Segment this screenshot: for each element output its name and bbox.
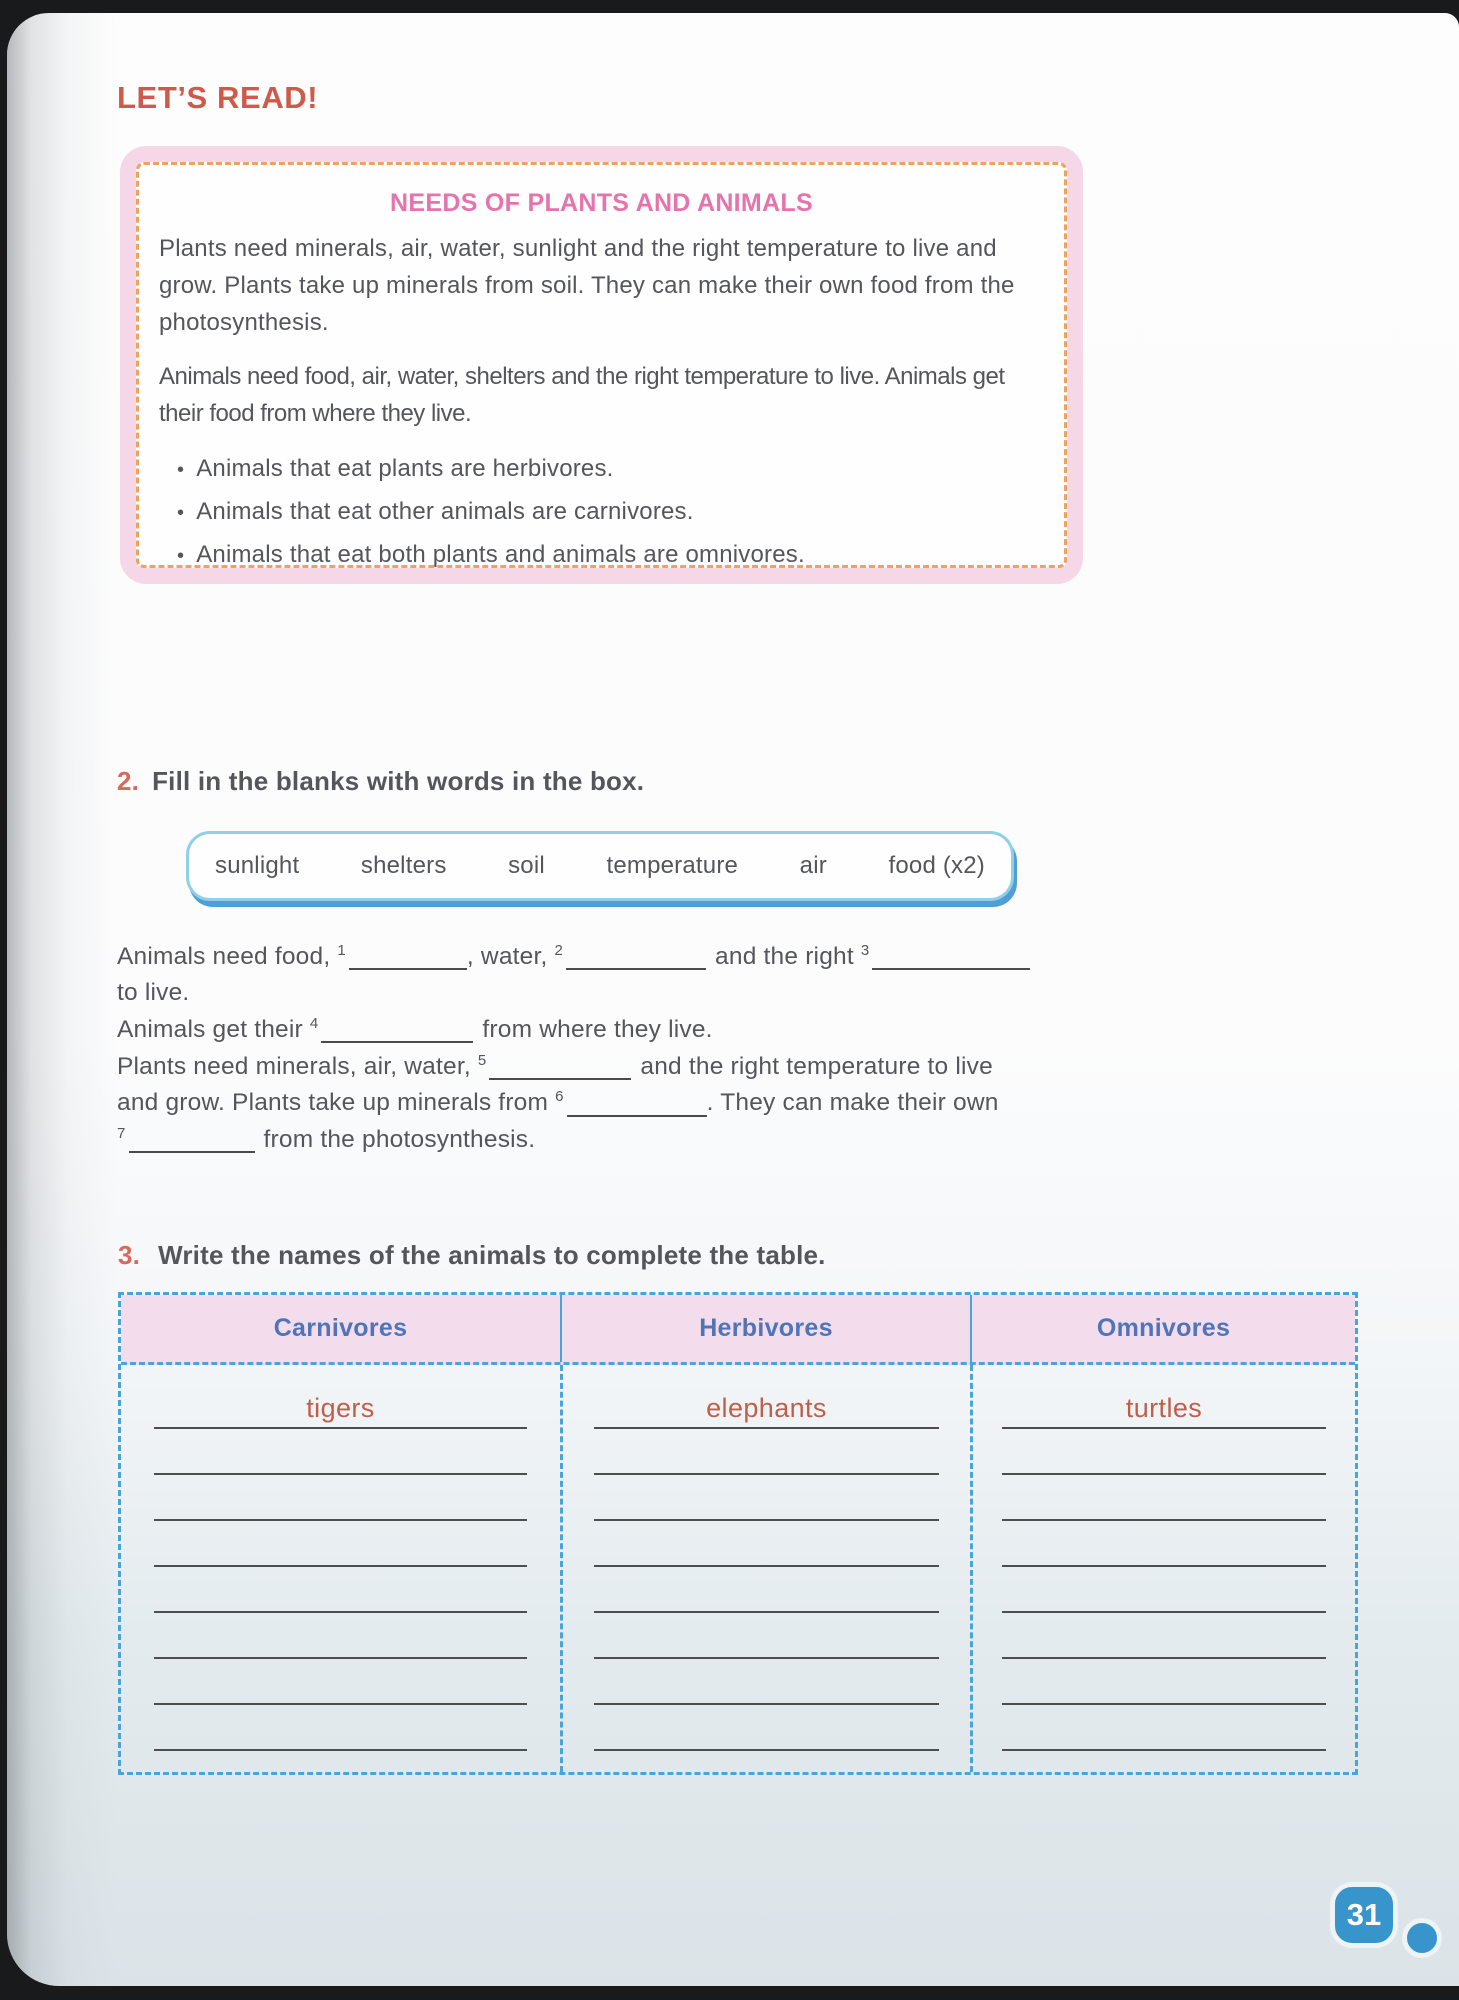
blank-line [1002, 1521, 1327, 1567]
blank-line [1002, 1567, 1327, 1613]
blank-line [594, 1521, 940, 1567]
table-column-herbivores [560, 1365, 970, 1772]
fill-text: , water, [466, 943, 548, 971]
page-title: LET’S READ! [117, 80, 319, 115]
fill-line [117, 1052, 1112, 1089]
fill-text: from the photosynthesis. [263, 1126, 536, 1154]
blank-line-2 [566, 944, 706, 971]
blank-line [154, 1705, 527, 1751]
fill-text: Plants need minerals, air, water, [117, 1052, 471, 1080]
word-bank-item: food (x2) [888, 852, 985, 879]
fill-line [117, 1015, 1112, 1052]
blank-number: 6 [555, 1088, 564, 1106]
blank-line-5 [489, 1053, 631, 1080]
bullet-icon: • [177, 459, 185, 481]
blank-line [154, 1567, 527, 1613]
reading-paragraph: Plants need minerals, air, water, sunlight and the right temperature to live and grow. Plants take up minerals from soil. They can make their own food from the photosynthesis. [159, 235, 1015, 336]
fill-line [117, 979, 1112, 1016]
exercise2-title: Fill in the blanks with words in the box. [152, 766, 645, 796]
word-bank-box [186, 831, 1014, 901]
blank-number: 7 [117, 1124, 126, 1142]
blank-line-1 [349, 944, 467, 971]
blank-line-7 [129, 1127, 255, 1154]
exercise3-title: Write the names of the animals to complete the table. [158, 1240, 826, 1270]
fill-text: to live. [117, 978, 190, 1006]
bullet-text: Animals that eat both plants and animals are omnivores. [196, 541, 805, 568]
reading-passage-title: NEEDS OF PLANTS AND ANIMALS [390, 189, 813, 217]
blank-line [594, 1567, 940, 1613]
list-item [155, 491, 1048, 534]
table-header-row [121, 1295, 1355, 1365]
blank-line [1002, 1659, 1327, 1705]
blank-line [154, 1521, 527, 1567]
bullet-icon: • [177, 545, 185, 567]
blank-line [594, 1429, 940, 1475]
fill-text: and grow. Plants take up minerals from [117, 1089, 549, 1117]
blank-line [154, 1659, 527, 1705]
fill-line [117, 1125, 1112, 1162]
fill-text: Animals need food, [117, 943, 331, 971]
reading-passage-inner [136, 162, 1067, 568]
blank-line [154, 1613, 527, 1659]
word-bank-item: temperature [606, 852, 739, 879]
bullet-text: Animals that eat plants are herbivores. [196, 455, 614, 482]
table-column-omnivores [970, 1365, 1355, 1772]
word-bank-item: air [799, 852, 827, 879]
fill-line [117, 942, 1112, 979]
bullet-list [155, 448, 1048, 577]
blank-line [594, 1613, 940, 1659]
exercise2-number: 2. [117, 766, 140, 796]
blank-number: 3 [860, 942, 870, 959]
bullet-icon: • [177, 502, 185, 524]
word-bank-item: soil [508, 852, 545, 879]
fill-text: from where they live. [482, 1016, 713, 1044]
page-badge-dot [1402, 1918, 1442, 1958]
blank-line [154, 1475, 527, 1521]
blank-line [1002, 1613, 1327, 1659]
fill-text: and the right [715, 943, 854, 971]
blank-number: 1 [337, 942, 346, 959]
fill-text: Animals get their [117, 1016, 303, 1044]
fill-text: . They can make their own [706, 1089, 999, 1117]
list-item [155, 534, 1048, 577]
reading-passage-box [120, 146, 1083, 584]
blank-line [594, 1475, 940, 1521]
blank-line [1002, 1429, 1327, 1475]
blank-number: 4 [309, 1015, 319, 1033]
blank-line-6 [567, 1090, 707, 1117]
table-body [121, 1365, 1355, 1772]
list-item [155, 448, 1048, 491]
handwritten-answer: turtles [1002, 1365, 1327, 1429]
blank-line [154, 1429, 527, 1475]
exercise3-heading [118, 1240, 826, 1271]
handwritten-answer: elephants [594, 1365, 940, 1429]
fill-text: and the right temperature to live [640, 1052, 993, 1080]
table-column-carnivores [121, 1365, 560, 1772]
word-bank-item: sunlight [215, 852, 300, 879]
page-number-badge: 31 [1330, 1882, 1398, 1948]
blank-number: 5 [477, 1051, 487, 1069]
handwritten-answer: tigers [154, 1365, 527, 1429]
blank-line-4 [321, 1017, 473, 1044]
bullet-text: Animals that eat other animals are carnivores. [196, 498, 694, 525]
blank-line [1002, 1705, 1327, 1751]
table-header-carnivores: Carnivores [273, 1314, 408, 1342]
animals-table [118, 1292, 1358, 1775]
exercise2-heading [117, 766, 644, 797]
table-header-omnivores: Omnivores [970, 1295, 1355, 1362]
exercise3-number: 3. [118, 1240, 141, 1270]
table-header-herbivores: Herbivores [560, 1295, 970, 1362]
blank-line [1002, 1475, 1327, 1521]
blank-line [594, 1705, 940, 1751]
fill-line [117, 1088, 1112, 1125]
word-bank-item: shelters [360, 852, 447, 879]
fill-in-the-blanks [117, 942, 1112, 1162]
blank-line-3 [872, 944, 1030, 971]
blank-line [594, 1659, 940, 1705]
reading-paragraph: Animals need food, air, water, shelters and the right temperature to live. Animals get their food from where they live. [159, 363, 1005, 427]
blank-number: 2 [554, 942, 564, 959]
